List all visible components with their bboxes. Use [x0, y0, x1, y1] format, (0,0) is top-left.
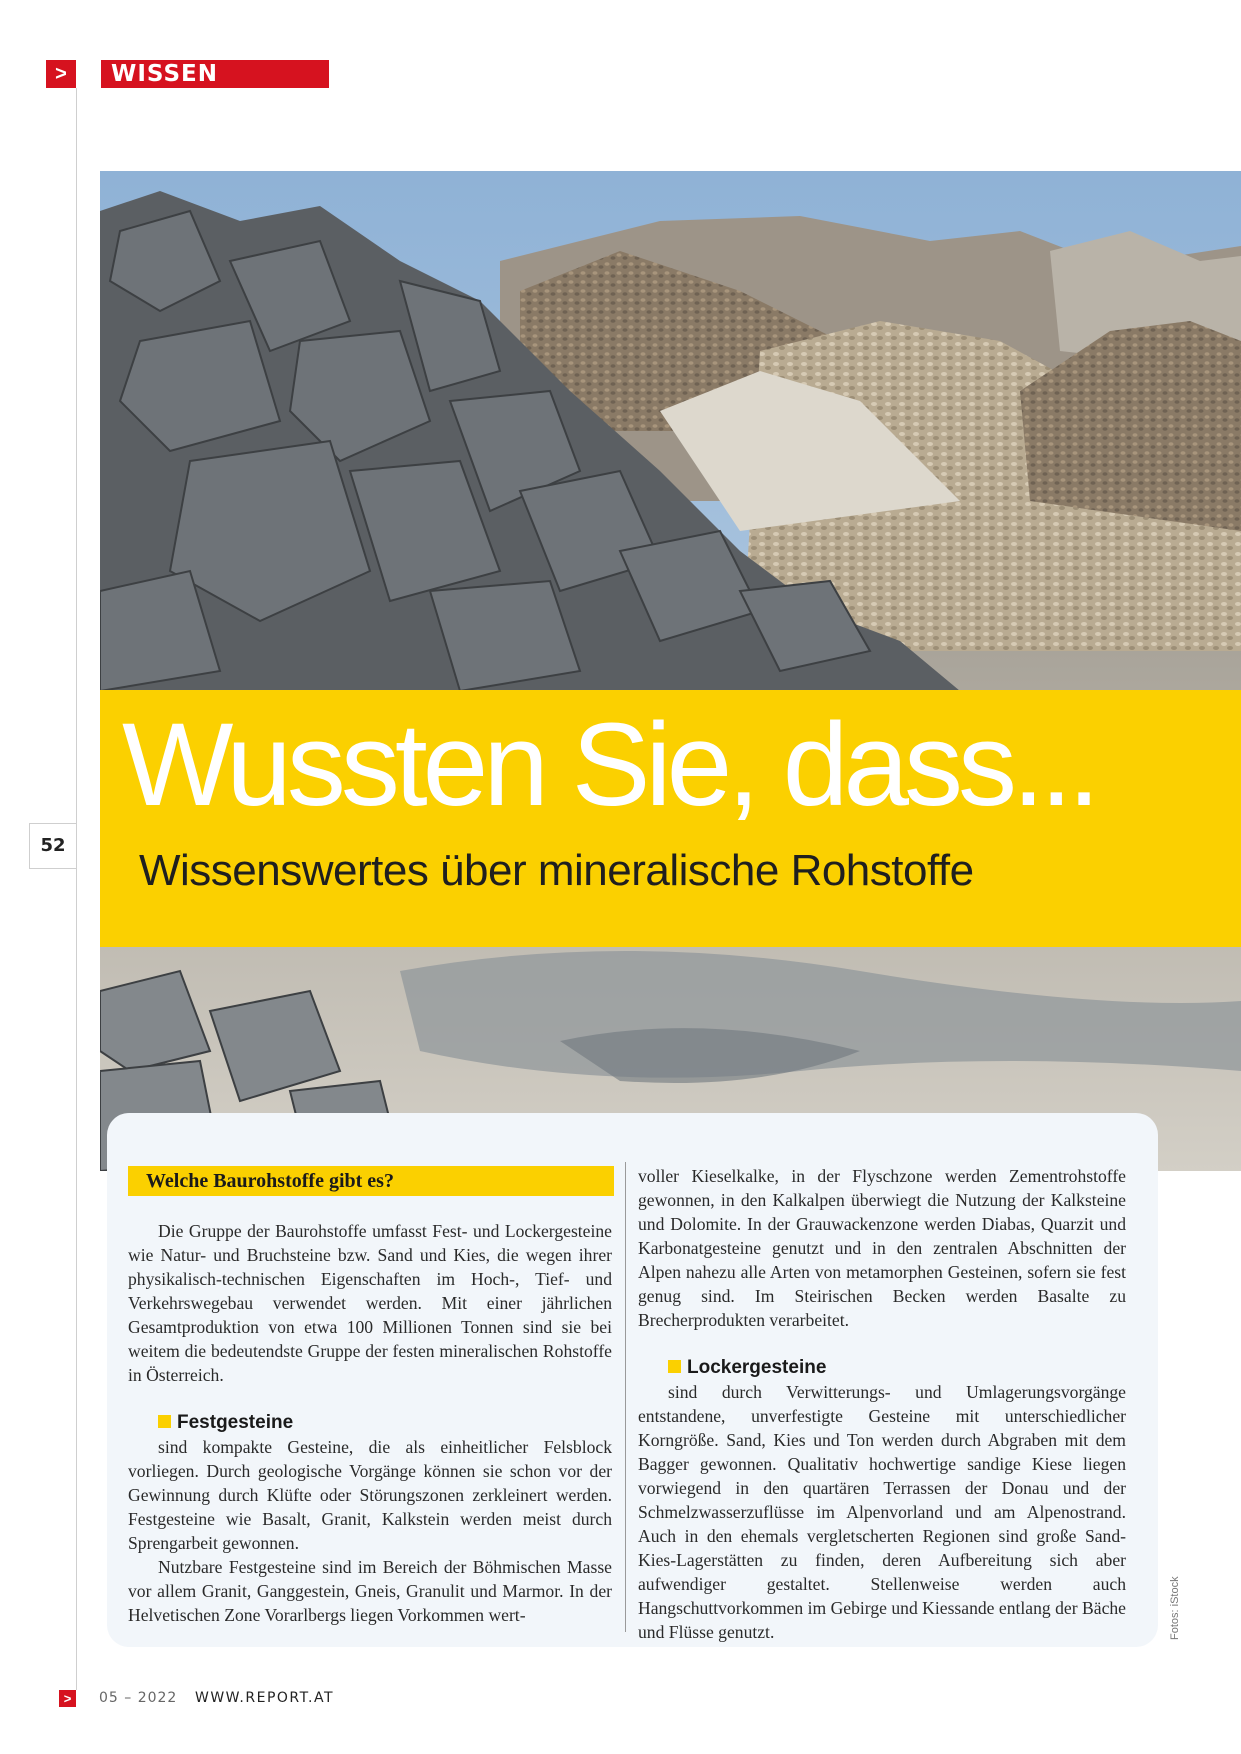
festgesteine-regions-paragraph: Nutzbare Festgesteine sind im Bereich der Böhmischen Masse vor allem Granit, Ganggestein, Gneis, Granulit und Marmor. In der Helvetischen Zone Vorarlbergs liegen Vorkommen wert- [128, 1557, 612, 1625]
festgesteine-paragraph: sind kompakte Gesteine, die als einheitlicher Felsblock vorliegen. Durch geologische Vorgänge können sie schon vor der Gewinnung durch Klüfte oder Störungszonen zerkleinert werden. Festgesteine wie Basalt, Granit, Kalkstein werden meist durch Sprengarbeit gewonnen. [128, 1437, 612, 1553]
photo-credit: Fotos: iStock [1169, 1576, 1181, 1640]
footer-arrow-icon: > [59, 1690, 76, 1707]
left-margin-rule [76, 88, 77, 1690]
hero-photo [100, 171, 1241, 1171]
subhead-festgesteine: Festgesteine [128, 1411, 612, 1435]
section-arrow-icon: > [46, 60, 76, 88]
footer-issue: 05 – 2022 [99, 1690, 178, 1706]
subhead-lockergesteine: Lockergesteine [638, 1356, 1126, 1380]
quarry-illustration [100, 171, 1241, 1171]
section-label: WISSEN [101, 60, 329, 88]
square-bullet-icon [668, 1360, 681, 1373]
square-bullet-icon [158, 1415, 171, 1428]
article-column-right [638, 1164, 1126, 1644]
footer-url-link[interactable]: WWW.REPORT.AT [195, 1690, 334, 1706]
festgesteine-regions-continued: voller Kieselkalke, in der Flyschzone werden Zementrohstoffe gewonnen, in den Kalkalpen überwiegt die Nutzung der Kalksteine und Dolomite. In der Grauwackenzone werden Diabas, Quarzit und Karbonatgesteine genutzt und in den zentralen Abschnitten der Alpen nahezu alle Arten von metamorphen Gesteinen, sofern sie fest genug sind. Im Steirischen Becken werden Basalte zu Brecherprodukten verarbeitet. [638, 1166, 1126, 1330]
box-title: Welche Baurohstoffe gibt es? [128, 1166, 614, 1196]
intro-paragraph: Die Gruppe der Baurohstoffe umfasst Fest- und Lockergesteine wie Natur- und Bruchsteine bzw. Sand und Kies, die wegen ihrer physikalisch-technischen Eigenschaften im Hoch-, Tief- und Verkehrswegebau verwendet werden. Mit einer jährlichen Gesamtproduktion von etwa 100 Millionen Tonnen sind sie bei weitem die bedeutendste Gruppe der festen mineralischen Rohstoffe in Österreich. [128, 1221, 612, 1385]
subheadline: Wissenswertes über mineralische Rohstoffe [139, 846, 974, 895]
article-column-left [128, 1162, 612, 1627]
lockergesteine-paragraph: sind durch Verwitterungs- und Umlagerungsvorgänge entstandene, unverfestigte Gesteine mit unterschiedlicher Korngröße. Sand, Kies und Ton werden durch Abgraben mit dem Bagger gewonnen. Qualitativ hochwertige sandige Kiese liegen vorwiegend in den quartären Terrassen der Donau und der Schmelzwasserzuflüsse im Alpenvorland und am Alpenostrand. Auch in den ehemals vergletscherten Regionen sind große Sand-Kies-Lagerstätten zu finden, deren Aufbereitung sich aber aufwendiger gestaltet. Stellenweise werden auch Hangschuttvorkommen im Gebirge und Kiessande entlang der Bäche und Flüsse genutzt. [638, 1382, 1126, 1642]
headline: Wussten Sie, dass... [122, 699, 1096, 831]
page-number: 52 [29, 823, 77, 869]
column-divider [625, 1162, 626, 1632]
